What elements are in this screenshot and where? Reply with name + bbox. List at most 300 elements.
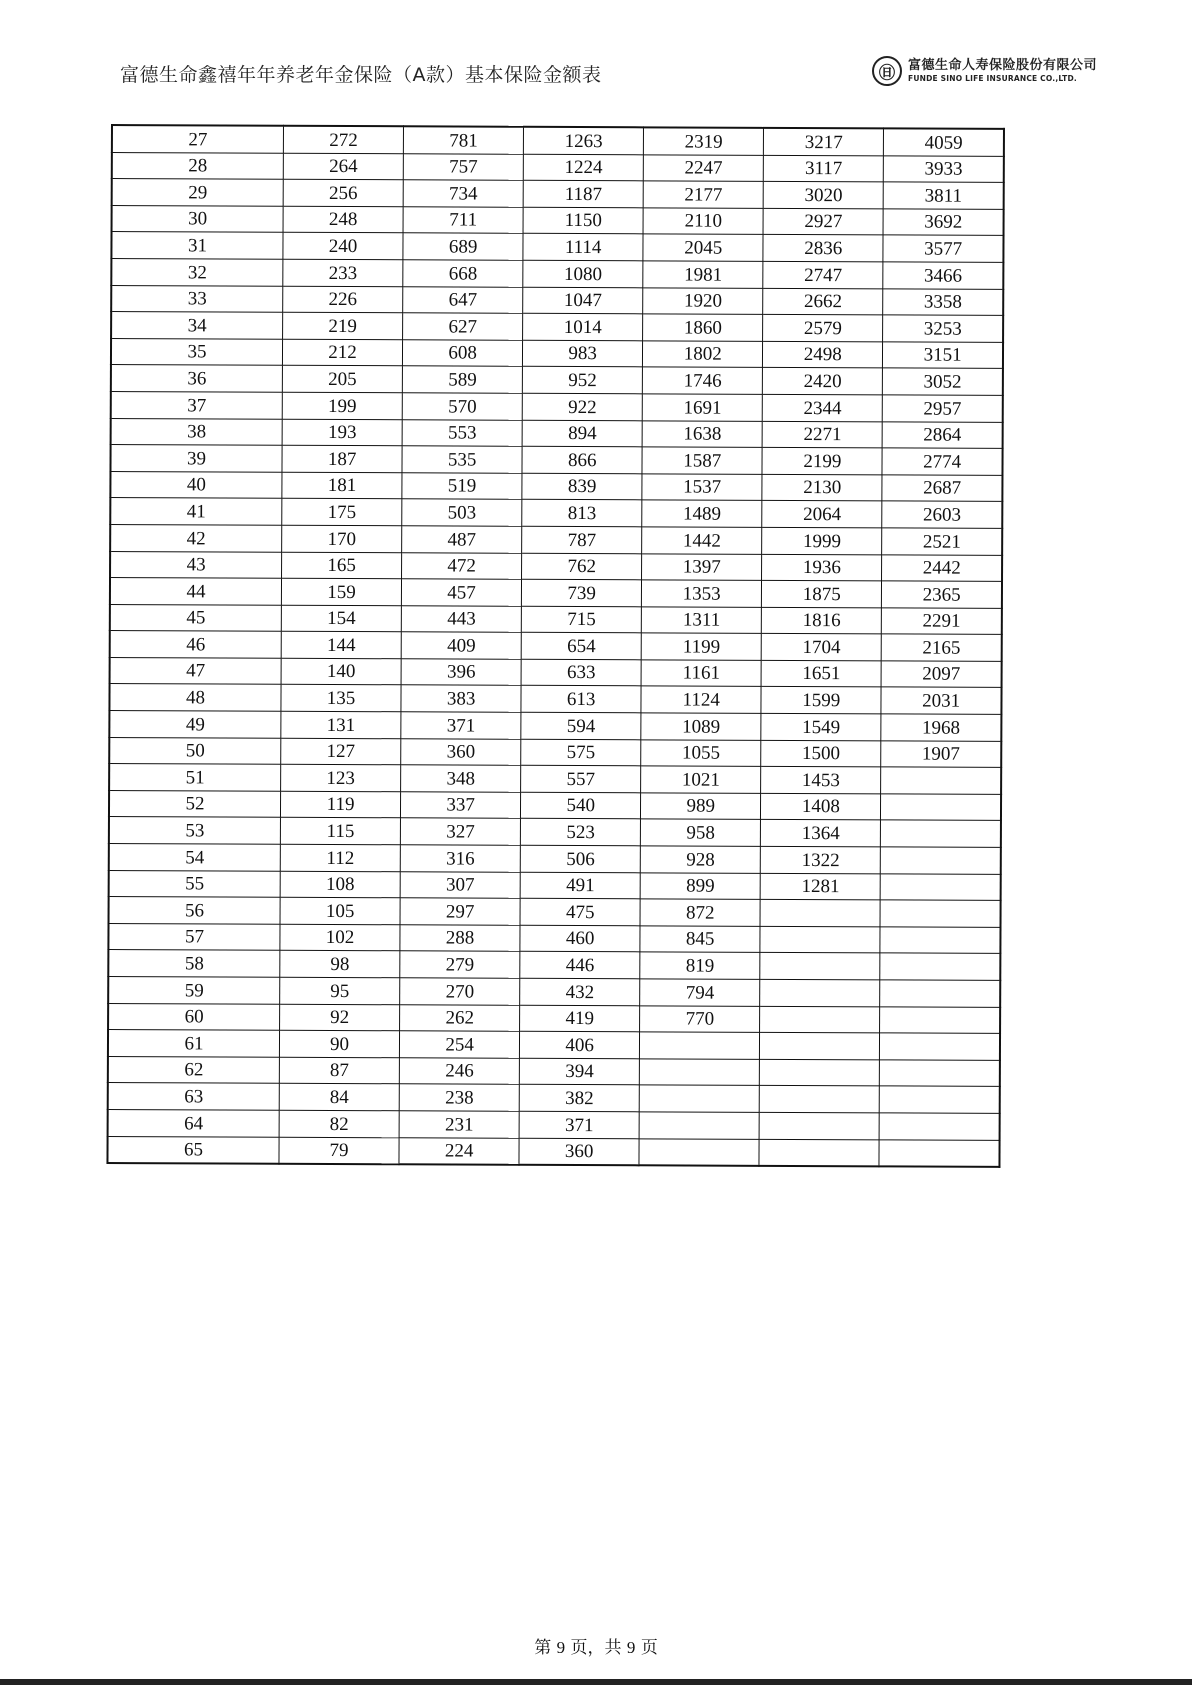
amount-cell: 487 <box>402 526 522 553</box>
table-row <box>109 711 1001 741</box>
amount-cell: 316 <box>400 845 520 872</box>
amount-cell: 1014 <box>523 313 643 340</box>
amount-cell: 491 <box>520 872 640 899</box>
amount-cell: 460 <box>520 925 640 952</box>
table-row <box>110 498 1002 528</box>
amount-cell: 2579 <box>763 315 883 342</box>
amount-cell: 2498 <box>763 341 883 368</box>
amount-cell: 570 <box>402 393 522 420</box>
table-row <box>110 578 1002 608</box>
table-row <box>111 258 1003 288</box>
age-cell: 47 <box>110 657 282 684</box>
amount-cell: 757 <box>403 153 523 180</box>
table-row <box>107 1136 999 1167</box>
amount-cell: 288 <box>400 925 520 952</box>
amount-cell: 2521 <box>882 528 1002 555</box>
age-cell: 29 <box>112 179 284 206</box>
age-cell: 35 <box>111 338 283 365</box>
amount-cell: 3692 <box>883 209 1003 236</box>
table-row <box>109 897 1001 927</box>
amount-cell: 193 <box>282 419 402 446</box>
amount-cell: 3358 <box>883 288 1003 315</box>
amount-cell: 2097 <box>881 661 1001 688</box>
amount-cell: 1124 <box>641 686 761 713</box>
amount-cell: 3933 <box>884 155 1004 182</box>
amount-cell <box>880 1006 1000 1033</box>
amount-cell: 327 <box>400 818 520 845</box>
age-cell: 60 <box>108 1003 280 1030</box>
amount-cell: 2130 <box>762 474 882 501</box>
amount-cell: 2271 <box>762 421 882 448</box>
amount-cell: 1199 <box>641 633 761 660</box>
amount-cell: 983 <box>523 340 643 367</box>
amount-cell <box>880 873 1000 900</box>
amount-cell: 3253 <box>883 315 1003 342</box>
amount-cell: 1549 <box>761 713 881 740</box>
amount-cell: 540 <box>521 792 641 819</box>
amount-cell <box>760 1059 880 1086</box>
age-cell: 61 <box>108 1030 280 1057</box>
amount-cell: 3052 <box>883 368 1003 395</box>
table-body <box>107 125 1004 1167</box>
amount-cell: 1353 <box>642 580 762 607</box>
amount-cell <box>639 1112 759 1139</box>
age-cell: 58 <box>108 950 280 977</box>
table-row <box>111 312 1003 342</box>
amount-cell: 958 <box>641 819 761 846</box>
amount-cell: 1442 <box>642 527 762 554</box>
amount-cell: 1187 <box>523 180 643 207</box>
amount-cell: 1860 <box>643 314 763 341</box>
amount-cell: 79 <box>279 1137 399 1165</box>
amount-cell: 1638 <box>642 420 762 447</box>
table-row <box>110 551 1002 581</box>
amount-cell: 922 <box>522 393 642 420</box>
amount-cell: 1311 <box>642 607 762 634</box>
amount-cell: 2747 <box>763 261 883 288</box>
amount-cell: 254 <box>400 1031 520 1058</box>
amount-cell: 95 <box>280 977 400 1004</box>
amount-cell: 1489 <box>642 500 762 527</box>
amount-cell: 135 <box>281 685 401 712</box>
amount-cell <box>880 953 1000 980</box>
amount-cell: 256 <box>283 179 403 206</box>
amount-cell: 233 <box>283 259 403 286</box>
amount-cell: 1055 <box>641 739 761 766</box>
amount-cell: 102 <box>280 924 400 951</box>
amount-cell: 3577 <box>883 235 1003 262</box>
amount-cell: 419 <box>520 1005 640 1032</box>
amount-cell: 3466 <box>883 262 1003 289</box>
table-row <box>111 338 1003 368</box>
table-row <box>112 152 1004 182</box>
document-title: 富德生命鑫禧年年养老年金保险（A款）基本保险金额表 <box>120 64 602 86</box>
age-cell: 40 <box>110 471 282 498</box>
amount-cell: 575 <box>521 739 641 766</box>
amount-cell: 432 <box>520 978 640 1005</box>
table-row <box>111 285 1003 315</box>
amount-cell: 668 <box>403 260 523 287</box>
footer-page: 9 <box>556 1638 566 1657</box>
amount-cell: 337 <box>401 792 521 819</box>
amount-cell <box>760 1033 880 1060</box>
amount-cell <box>639 1138 759 1166</box>
amount-cell: 781 <box>403 126 523 154</box>
amount-cell: 2319 <box>644 127 764 155</box>
amount-cell <box>759 1139 879 1167</box>
amount-cell: 212 <box>282 339 402 366</box>
table-row <box>111 391 1003 421</box>
page-number-footer <box>0 1633 1192 1658</box>
amount-cell: 1408 <box>761 793 881 820</box>
table-row <box>109 684 1001 714</box>
amount-cell: 307 <box>400 871 520 898</box>
amount-cell: 794 <box>640 979 760 1006</box>
amount-cell: 2064 <box>762 501 882 528</box>
amount-cell: 589 <box>402 366 522 393</box>
amount-cell: 1224 <box>523 154 643 181</box>
amount-cell: 3117 <box>764 155 884 182</box>
amount-cell: 1364 <box>761 820 881 847</box>
amount-cell: 1802 <box>643 341 763 368</box>
amount-cell: 1281 <box>760 873 880 900</box>
amount-cell <box>760 1006 880 1033</box>
amount-cell: 2420 <box>763 368 883 395</box>
table-row <box>110 657 1002 687</box>
table-row <box>112 125 1004 156</box>
age-cell: 56 <box>109 897 281 924</box>
amount-cell: 557 <box>521 766 641 793</box>
age-cell: 44 <box>110 578 282 605</box>
amount-cell: 594 <box>521 712 641 739</box>
amount-cell: 2662 <box>763 288 883 315</box>
amount-cell: 382 <box>519 1085 639 1112</box>
amount-cell: 1500 <box>761 740 881 767</box>
amount-cell: 90 <box>279 1030 399 1057</box>
amount-cell: 131 <box>281 711 401 738</box>
amount-cell: 371 <box>401 712 521 739</box>
amount-cell <box>759 1112 879 1139</box>
age-cell: 36 <box>111 365 283 392</box>
amount-cell: 535 <box>402 446 522 473</box>
amount-cell: 506 <box>520 845 640 872</box>
amount-cell: 894 <box>522 420 642 447</box>
table-row <box>108 976 1000 1006</box>
amount-cell: 140 <box>281 658 401 685</box>
amount-cell <box>881 767 1001 794</box>
amount-cell: 3020 <box>763 182 883 209</box>
table-row <box>108 1003 1000 1033</box>
amount-cell: 1114 <box>523 234 643 261</box>
amount-cell: 472 <box>402 552 522 579</box>
amount-cell: 475 <box>520 899 640 926</box>
amount-cell: 770 <box>640 1005 760 1032</box>
amount-cell: 1161 <box>641 660 761 687</box>
amount-cell: 1263 <box>524 127 644 155</box>
amount-cell: 2442 <box>882 554 1002 581</box>
amount-cell: 457 <box>401 579 521 606</box>
amount-cell: 2836 <box>763 235 883 262</box>
amount-cell: 1453 <box>761 767 881 794</box>
amount-cell: 2247 <box>643 154 763 181</box>
table-row <box>108 1030 1000 1060</box>
table-row <box>109 870 1001 900</box>
amount-cell <box>759 1086 879 1113</box>
amount-cell: 87 <box>279 1057 399 1084</box>
amount-cell: 3151 <box>883 342 1003 369</box>
amount-cell: 1704 <box>761 634 881 661</box>
amount-cell: 787 <box>522 526 642 553</box>
table-row <box>111 232 1003 262</box>
amount-cell <box>880 980 1000 1007</box>
amount-cell: 2110 <box>643 208 763 235</box>
company-name-block <box>908 59 1097 83</box>
age-cell: 39 <box>110 445 282 472</box>
company-name-cn: 富德生命人寿保险股份有限公司 <box>908 58 1098 74</box>
amount-cell: 270 <box>400 978 520 1005</box>
footer-middle: 页，共 <box>570 1638 622 1658</box>
amount-cell: 928 <box>640 846 760 873</box>
age-cell: 34 <box>111 312 283 339</box>
amount-cell <box>880 1060 1000 1087</box>
amount-cell <box>881 847 1001 874</box>
amount-cell: 4059 <box>884 128 1004 156</box>
table-row <box>110 524 1002 554</box>
age-cell: 42 <box>110 524 282 551</box>
amount-cell: 446 <box>520 952 640 979</box>
amount-cell: 248 <box>283 206 403 233</box>
amount-cell: 360 <box>401 738 521 765</box>
amount-cell: 238 <box>399 1084 519 1111</box>
amount-cell: 1691 <box>642 394 762 421</box>
amount-cell: 845 <box>640 926 760 953</box>
amount-cell: 112 <box>280 844 400 871</box>
amount-cell: 2774 <box>882 448 1002 475</box>
amount-cell: 839 <box>522 473 642 500</box>
age-cell: 32 <box>111 258 283 285</box>
amount-cell: 3811 <box>883 182 1003 209</box>
amount-cell: 224 <box>399 1137 519 1165</box>
amount-cell: 1999 <box>762 527 882 554</box>
amount-cell: 952 <box>522 367 642 394</box>
amount-cell: 92 <box>280 1004 400 1031</box>
amount-cell: 1397 <box>642 553 762 580</box>
amount-cell <box>640 1032 760 1059</box>
amount-cell: 154 <box>281 605 401 632</box>
amount-cell: 2344 <box>762 394 882 421</box>
amount-cell: 272 <box>283 126 403 154</box>
amount-cell: 98 <box>280 951 400 978</box>
amount-cell: 406 <box>520 1031 640 1058</box>
amount-cell: 170 <box>282 525 402 552</box>
company-name-en: FUNDE SINO LIFE INSURANCE CO.,LTD. <box>908 74 1077 84</box>
amount-cell <box>880 900 1000 927</box>
amount-cell: 119 <box>281 791 401 818</box>
amount-cell: 115 <box>280 818 400 845</box>
table-row <box>108 1056 1000 1086</box>
amount-cell: 1537 <box>642 474 762 501</box>
amount-cell: 1080 <box>523 260 643 287</box>
table-row <box>108 950 1000 980</box>
table-row <box>111 365 1003 395</box>
amount-cell: 2603 <box>882 501 1002 528</box>
amount-cell: 647 <box>403 286 523 313</box>
amount-cell: 2957 <box>883 395 1003 422</box>
amount-cell: 105 <box>280 897 400 924</box>
amount-cell <box>879 1139 999 1167</box>
age-cell: 46 <box>110 631 282 658</box>
table-row <box>109 790 1001 820</box>
amount-cell: 1651 <box>761 660 881 687</box>
amount-cell: 711 <box>403 207 523 234</box>
age-cell: 64 <box>108 1109 280 1136</box>
scan-bottom-edge <box>0 1679 1192 1685</box>
amount-cell: 866 <box>522 446 642 473</box>
amount-cell: 1968 <box>881 714 1001 741</box>
amount-cell <box>639 1085 759 1112</box>
amount-cell: 627 <box>403 313 523 340</box>
amount-cell: 279 <box>400 951 520 978</box>
amount-cell: 989 <box>641 793 761 820</box>
amount-cell: 1920 <box>643 287 763 314</box>
table-row <box>111 418 1003 448</box>
amount-cell: 2199 <box>762 447 882 474</box>
age-cell: 53 <box>109 817 281 844</box>
amount-cell: 2365 <box>882 581 1002 608</box>
table-row <box>110 471 1002 501</box>
amount-cell: 240 <box>283 233 403 260</box>
amount-cell: 2687 <box>882 475 1002 502</box>
amount-cell: 144 <box>281 632 401 659</box>
amount-cell: 348 <box>401 765 521 792</box>
amount-cell <box>760 926 880 953</box>
amount-cell: 82 <box>279 1110 399 1137</box>
amount-cell <box>760 953 880 980</box>
amount-cell <box>760 979 880 1006</box>
amount-cell: 360 <box>519 1138 639 1166</box>
amount-cell: 383 <box>401 685 521 712</box>
amount-cell: 181 <box>282 472 402 499</box>
amount-cell: 633 <box>521 659 641 686</box>
amount-cell: 2291 <box>882 608 1002 635</box>
company-seal-icon: ㊐ <box>872 56 902 86</box>
amount-cell: 762 <box>522 553 642 580</box>
amount-cell: 297 <box>400 898 520 925</box>
table-row <box>110 445 1002 475</box>
amount-cell: 2165 <box>882 634 1002 661</box>
amount-cell: 1322 <box>761 846 881 873</box>
table-row <box>110 604 1002 634</box>
amount-cell: 2031 <box>881 687 1001 714</box>
amount-cell: 819 <box>640 952 760 979</box>
age-cell: 62 <box>108 1056 280 1083</box>
footer-suffix: 页 <box>640 1638 658 1658</box>
amount-cell: 1047 <box>523 287 643 314</box>
amount-cell: 226 <box>283 286 403 313</box>
amount-cell: 654 <box>521 633 641 660</box>
table-row <box>112 179 1004 209</box>
company-logo <box>872 56 1097 86</box>
table-row <box>110 631 1002 661</box>
table-row <box>109 817 1001 847</box>
age-cell: 59 <box>108 976 280 1003</box>
amount-cell <box>879 1113 999 1140</box>
footer-total: 9 <box>626 1638 636 1657</box>
amount-cell: 715 <box>521 606 641 633</box>
amount-cell: 2927 <box>763 208 883 235</box>
age-cell: 30 <box>112 205 284 232</box>
amount-cell: 108 <box>280 871 400 898</box>
amount-cell: 734 <box>403 180 523 207</box>
amount-cell: 1981 <box>643 261 763 288</box>
amount-cell: 1089 <box>641 713 761 740</box>
table-row <box>112 205 1004 235</box>
age-cell: 38 <box>111 418 283 445</box>
amount-cell: 165 <box>282 552 402 579</box>
amount-cell: 409 <box>401 632 521 659</box>
amount-cell <box>881 794 1001 821</box>
age-cell: 63 <box>108 1083 280 1110</box>
amount-cell: 396 <box>401 659 521 686</box>
amount-cell: 1021 <box>641 766 761 793</box>
amount-cell: 503 <box>402 499 522 526</box>
amount-cell: 1936 <box>762 554 882 581</box>
table-row <box>109 764 1001 794</box>
age-cell: 50 <box>109 737 281 764</box>
amount-cell: 199 <box>282 392 402 419</box>
amount-cell <box>881 820 1001 847</box>
amount-cell: 813 <box>522 500 642 527</box>
amount-cell: 1599 <box>761 687 881 714</box>
table-row <box>109 737 1001 767</box>
amount-cell: 2045 <box>643 234 763 261</box>
table-row <box>108 1109 1000 1139</box>
age-cell: 45 <box>110 604 282 631</box>
age-cell: 48 <box>109 684 281 711</box>
age-cell: 41 <box>110 498 282 525</box>
amount-cell <box>880 927 1000 954</box>
age-cell: 28 <box>112 152 284 179</box>
amount-cell: 246 <box>399 1058 519 1085</box>
amount-cell: 371 <box>519 1111 639 1138</box>
amount-cell: 899 <box>640 872 760 899</box>
amount-cell: 127 <box>281 738 401 765</box>
amount-cell: 519 <box>402 472 522 499</box>
age-cell: 51 <box>109 764 281 791</box>
amount-cell: 231 <box>399 1111 519 1138</box>
amount-cell: 739 <box>522 579 642 606</box>
amount-cell: 187 <box>282 445 402 472</box>
age-cell: 31 <box>111 232 283 259</box>
age-cell: 54 <box>109 844 281 871</box>
amount-cell: 219 <box>283 312 403 339</box>
amount-cell: 613 <box>521 686 641 713</box>
amount-cell: 394 <box>519 1058 639 1085</box>
amount-cell: 1587 <box>642 447 762 474</box>
age-cell: 57 <box>108 923 280 950</box>
age-cell: 52 <box>109 790 281 817</box>
amount-cell: 553 <box>402 419 522 446</box>
age-cell: 65 <box>107 1136 279 1164</box>
basic-insured-amount-table <box>106 124 1005 1168</box>
footer-prefix: 第 <box>534 1638 552 1658</box>
amount-cell: 1746 <box>643 367 763 394</box>
table-row <box>108 923 1000 953</box>
table-row <box>108 1083 1000 1113</box>
amount-cell <box>880 1033 1000 1060</box>
amount-cell: 1816 <box>762 607 882 634</box>
amount-cell: 2864 <box>882 421 1002 448</box>
